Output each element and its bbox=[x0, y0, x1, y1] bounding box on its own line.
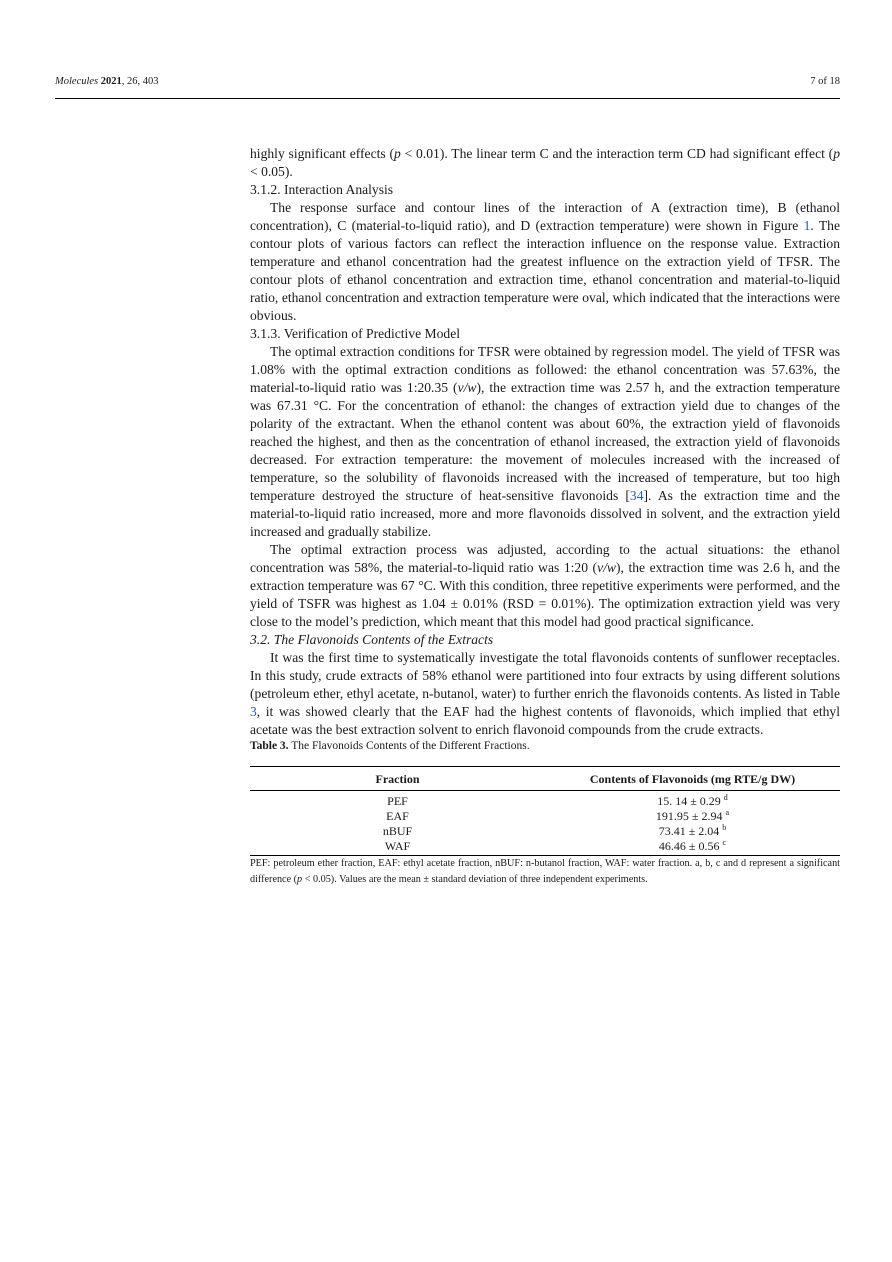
significance-letter: c bbox=[722, 838, 727, 847]
table-caption-text: The Flavonoids Contents of the Different Fractions. bbox=[288, 740, 530, 752]
fraction-cell: WAF bbox=[250, 839, 545, 856]
footnote-text: PEF: petroleum ether fraction, EAF: ethyl acetate fraction, nBUF: n-butanol fraction, WAF: water fraction. a, b, c and d represent a significant difference ( bbox=[250, 858, 840, 885]
paragraph-text: ), the extraction time was 2.6 h, and the extraction temperature was 67 °C. With this condition, three repetitive experiments were performed, and the yield of TSFR was highest as 1.04 ± 0.01% (RSD = 0.01%). The optimization extraction yield was very close to the model’s prediction, which meant that this model had good practical significance. bbox=[250, 560, 841, 629]
journal-year: 2021 bbox=[100, 76, 122, 87]
value-text: 46.46 ± 0.56 bbox=[658, 839, 720, 853]
intro-paragraph bbox=[250, 145, 840, 181]
page-header bbox=[55, 76, 840, 94]
value-text: 191.95 ± 2.94 bbox=[655, 809, 723, 823]
table-caption bbox=[250, 739, 840, 754]
volume-page: , 26, 403 bbox=[121, 76, 159, 87]
table-row bbox=[250, 824, 840, 839]
fraction-cell: EAF bbox=[386, 809, 409, 823]
flavonoids-paragraph bbox=[250, 649, 840, 739]
value-text: 15. 14 ± 0.29 bbox=[657, 794, 721, 808]
figure-link[interactable]: 1 bbox=[803, 218, 811, 233]
verification-paragraph-1 bbox=[250, 343, 840, 541]
value-cell bbox=[545, 839, 840, 856]
paragraph-text: , it was showed clearly that the EAF had the highest contents of flavonoids, which implied that ethyl acetate was the best extraction solvent to enrich flavonoid compounds from the crude extracts. bbox=[250, 704, 840, 737]
section-heading-3-1-3: 3.1.3. Verification of Predictive Model bbox=[250, 326, 461, 341]
section-heading-3-2: 3.2. The Flavonoids Contents of the Extracts bbox=[250, 632, 494, 647]
intro-text: < 0.01). The linear term C and the interaction term CD had significant effect ( bbox=[400, 146, 834, 161]
table-link[interactable]: 3 bbox=[250, 704, 257, 719]
table-header-row bbox=[250, 767, 840, 791]
fraction-cell: PEF bbox=[387, 794, 408, 808]
p-symbol: p bbox=[394, 146, 401, 161]
paragraph-text: ]. As the extraction time and the material-to-liquid ratio increased, more and more flavonoids dissolved in solvent, and the extraction yield increased and gradually stabilize. bbox=[250, 488, 840, 539]
journal-name: Molecules bbox=[55, 76, 99, 87]
vw-unit: v/w bbox=[457, 380, 477, 395]
value-cell bbox=[545, 824, 840, 839]
paragraph-text: It was the first time to systematically investigate the total flavonoids contents of sunflower receptacles. In this study, crude extracts of 58% ethanol were partitioned into four extracts by using different solutions (petroleum ether, ethyl acetate, n-butanol, water) to further enrich the flavonoids contents. As listed in Table bbox=[250, 650, 840, 701]
page-number: 7 of 18 bbox=[810, 76, 840, 87]
verification-paragraph-2 bbox=[250, 541, 840, 631]
table-row bbox=[250, 791, 840, 810]
paragraph-text: . The contour plots of various factors can reflect the interaction influence on the response value. Extraction temperature and ethanol concentration had the greatest influence on the extraction yield of TFSR. The contour plots of ethanol concentration and extraction time, ethanol concentration and material-to-liquid ratio, ethanol concentration and extraction temperature were oval, which indicated that the interactions were obvious. bbox=[250, 218, 840, 323]
article-body bbox=[250, 145, 840, 888]
footnote-text: < 0.05). Values are the mean ± standard deviation of three independent experiments. bbox=[302, 874, 648, 885]
table-label: Table 3. bbox=[250, 740, 289, 752]
p-symbol: p bbox=[297, 874, 303, 885]
vw-unit: v/w bbox=[597, 560, 616, 575]
value-cell bbox=[545, 809, 840, 824]
intro-text: < 0.05). bbox=[250, 164, 293, 179]
significance-letter: a bbox=[725, 808, 730, 817]
table-row bbox=[250, 839, 840, 856]
paragraph-text: The optimal extraction process was adjusted, according to the actual situations: the ethanol concentration was 58%, the material-to-liquid ratio was 1:20 ( bbox=[250, 542, 840, 575]
interaction-paragraph bbox=[250, 199, 840, 325]
paragraph-text: The response surface and contour lines of the interaction of A (extraction time), B (ethanol concentration), C (material-to-liquid ratio), and D (extraction temperature) were shown in Figure bbox=[250, 200, 840, 233]
significance-letter: d bbox=[723, 793, 728, 802]
journal-citation bbox=[55, 76, 159, 87]
header-rule bbox=[55, 98, 840, 99]
section-heading-3-1-2: 3.1.2. Interaction Analysis bbox=[250, 182, 394, 197]
fraction-cell: nBUF bbox=[382, 824, 413, 838]
table-footnote bbox=[250, 856, 840, 888]
intro-text: highly significant effects ( bbox=[250, 146, 394, 161]
table-row bbox=[250, 809, 840, 824]
paragraph-text: The optimal extraction conditions for TFSR were obtained by regression model. The yield of TFSR was 1.08% with the optimal extraction conditions as followed: the ethanol concentration was 57.63%, the material-to-liquid ratio was 1:20.35 ( bbox=[250, 344, 840, 395]
reference-link[interactable]: 34 bbox=[629, 488, 644, 503]
column-header-contents: Contents of Flavonoids (mg RTE/g DW) bbox=[545, 767, 840, 791]
flavonoid-table bbox=[250, 766, 840, 856]
value-text: 73.41 ± 2.04 bbox=[658, 824, 720, 838]
value-cell bbox=[545, 791, 840, 810]
column-header-fraction: Fraction bbox=[250, 767, 545, 791]
p-symbol: p bbox=[833, 146, 840, 161]
paragraph-text: ), the extraction time was 2.57 h, and the extraction temperature was 67.31 °C. For the concentration of ethanol: the changes of extraction yield due to changes of the polarity of the extractant. When the ethanol content was about 60%, the extraction yield of flavonoids reached the highest, and then as the concentration of ethanol increased, the extraction yield of flavonoids decreased. For extraction temperature: the movement of molecules increased with the increased of temperature, so the solubility of flavonoids increased with the increased of temperature, but too high temperature destroyed the structure of heat-sensitive flavonoids [ bbox=[250, 380, 840, 503]
significance-letter: b bbox=[722, 823, 727, 832]
